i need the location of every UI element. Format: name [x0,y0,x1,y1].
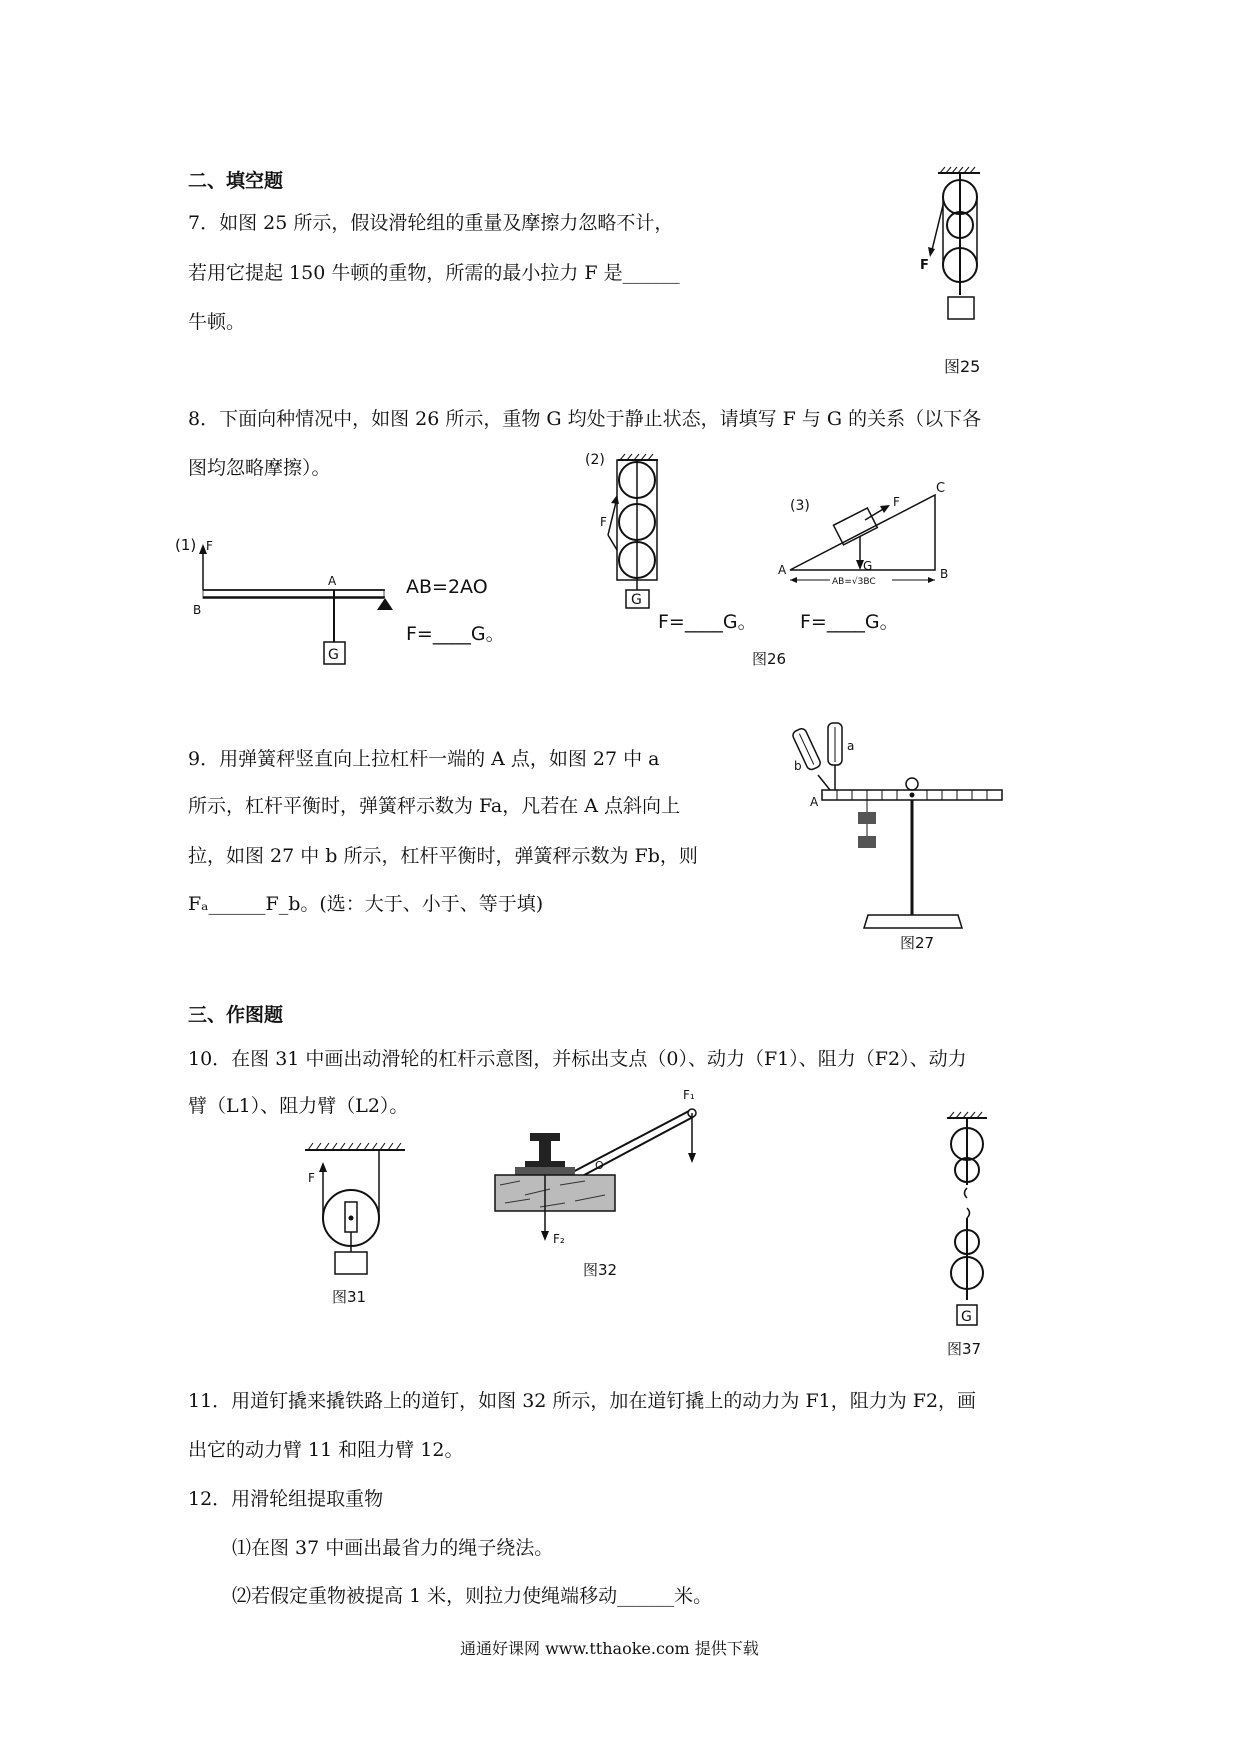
figure-26-2-G-label: G [631,592,642,608]
figure-27-label-A: A [810,795,819,809]
figure-26-3-answer: F=____G。 [800,611,899,633]
q10-line-1: 10．在图 31 中画出动滑轮的杠杆示意图，并标出支点（0）、动力（F1）、阻力（F2）、动力 [188,1048,967,1070]
figure-26-2-pulley [580,450,760,650]
figure-26-2-answer: F=____G。 [658,611,757,633]
figure-32-spike-crowbar [495,1085,715,1285]
figure-26-1-A-label: A [328,574,337,588]
figure-26-3-B-label: B [940,567,949,581]
q8-line-1: 8．下面向种情况中，如图 26 所示，重物 G 均处于静止状态，请填写 F 与 G 的关系（以下各 [188,408,982,430]
figure-32-F1-label: F₁ [683,1088,695,1102]
figure-26-1-relation: AB=2AO [406,576,488,598]
figure-25-pulley-system [920,165,1000,380]
q7-line-1: 7．如图 25 所示，假设滑轮组的重量及摩擦力忽略不计， [188,212,674,234]
figure-32-F2-label: F₂ [553,1232,565,1246]
q9-line-2: 所示，杠杆平衡时，弹簧秤示数为 Fa，凡若在 A 点斜向上 [188,795,681,817]
figure-27-label: 图27 [900,934,935,952]
q11-line-1: 11．用道钉撬来撬铁路上的道钉，如图 32 所示，加在道钉撬上的动力为 F1，阻力为 F2，画 [188,1390,977,1412]
figure-26-1-answer: F=____G。 [406,623,505,645]
figure-37-G-label: G [961,1309,972,1325]
q12-sub-2: ⑵若假定重物被提高 1 米，则拉力使绳端移动______米。 [232,1585,713,1607]
figure-26-2-number: (2) [585,452,605,468]
figure-31-F-label: F [308,1171,315,1185]
figure-26-1-number: (1) [175,536,197,554]
q7-line-2: 若用它提起 150 牛顿的重物，所需的最小拉力 F 是______ [188,262,680,284]
q8-line-2: 图均忽略摩擦）。 [188,457,331,479]
figure-26-3-G-label: G [863,559,873,573]
figure-25-force-label: F [920,258,929,273]
q9-line-4: Fₐ______F_b。(选：大于、小于、等于填) [188,893,544,915]
section-heading-drawing: 三、作图题 [188,1004,284,1026]
figure-26-3-relation: AB=√3BC [832,577,876,587]
figure-26-1-lever [175,530,545,675]
figure-37-pulley-block [935,1110,1005,1370]
figure-27-label-a: a [847,739,855,753]
figure-26-3-number: (3) [790,498,810,514]
figure-32-O-label: O [595,1159,604,1172]
figure-37-label: 图37 [947,1340,982,1358]
q10-line-2: 臂（L1）、阻力臂（L2）。 [188,1095,409,1117]
figure-26-1-F-label: F [206,539,213,553]
figure-31-movable-pulley [300,1140,420,1310]
q9-line-1: 9．用弹簧秤竖直向上拉杠杆一端的 A 点，如图 27 中 a [188,748,660,770]
q12-sub-1: ⑴在图 37 中画出最省力的绳子绕法。 [232,1537,554,1559]
q11-line-2: 出它的动力臂 11 和阻力臂 12。 [188,1439,464,1461]
figure-26-label: 图26 [752,650,787,668]
q7-line-3: 牛顿。 [188,311,246,333]
figure-26-3-A-label: A [778,563,787,577]
figure-26-3-F-label: F [893,495,900,509]
figure-26-3-C-label: C [936,481,946,496]
q12-line-1: 12．用滑轮组提取重物 [188,1488,384,1510]
figure-26-1-B-label: B [193,603,202,617]
figure-27-lever-stand [790,720,1010,950]
figure-26-2-F-label: F [600,515,607,529]
figure-27-label-b: b [794,759,802,773]
section-heading-fill-blank: 二、填空题 [188,170,284,192]
page-footer: 通通好课网 www.tthaoke.com 提供下载 [460,1639,759,1658]
figure-26-3-incline [770,480,980,660]
q9-line-3: 拉，如图 27 中 b 所示，杠杆平衡时，弹簧秤示数为 Fb，则 [188,845,698,867]
figure-31-label: 图31 [332,1288,367,1306]
figure-26-1-G-label: G [328,647,339,663]
figure-25-label: 图25 [944,357,981,376]
figure-32-label: 图32 [583,1261,618,1279]
